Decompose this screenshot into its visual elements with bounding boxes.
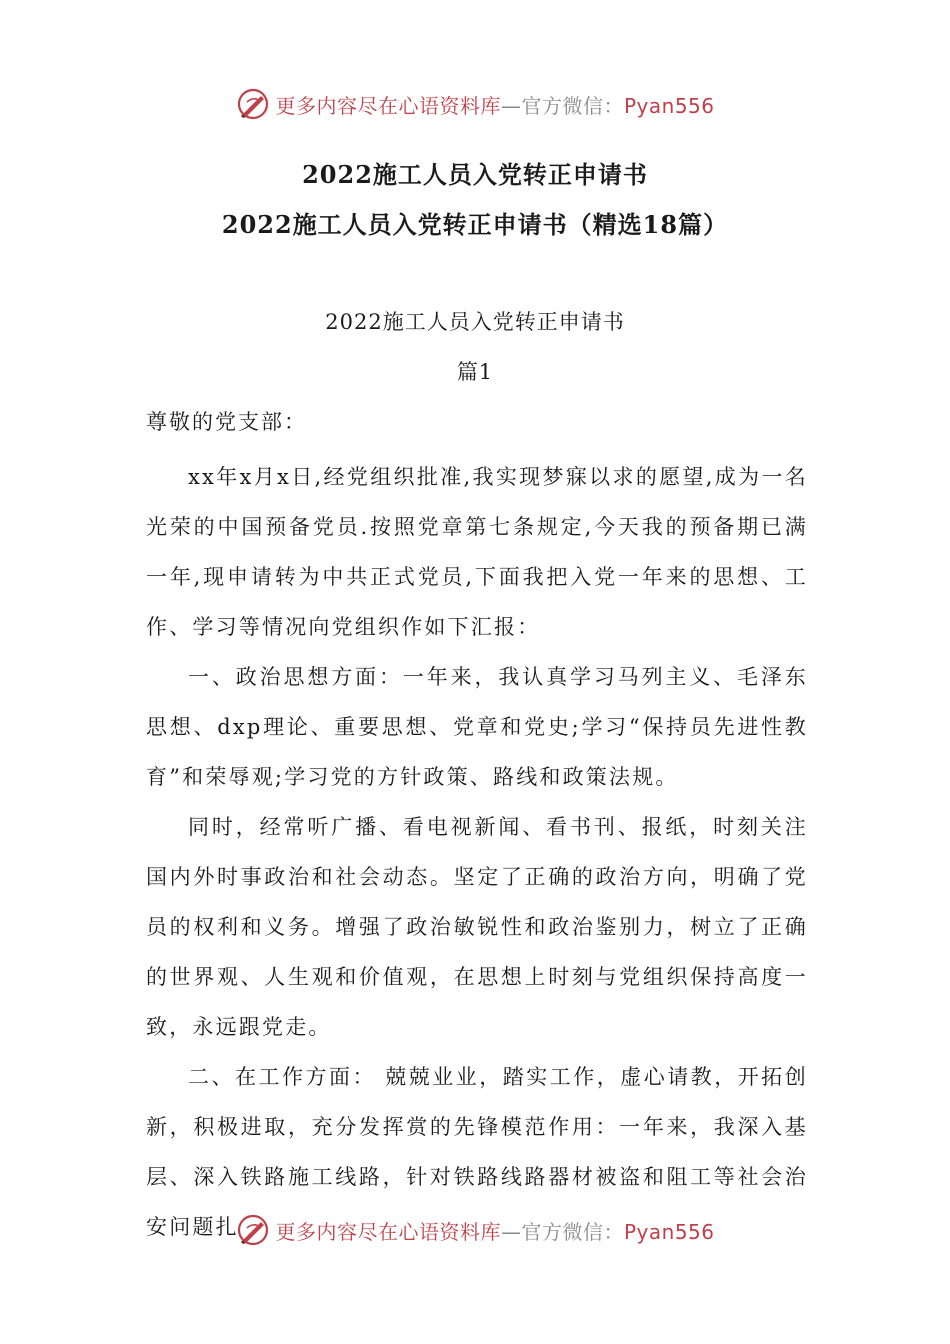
watermark-main: 更多内容尽在心语资料库: [275, 93, 501, 118]
paragraph: 同时，经常听广播、看电视新闻、看书刊、报纸，时刻关注国内外时事政治和社会动态。坚定了正确的政治方向，明确了党员的权利和义务。增强了政治敏锐性和政治鉴别力，树立了正确的世界观、人生观和价值观，在思想上时刻与党组织保持高度一致，永远跟党走。: [146, 815, 808, 1039]
watermark-header: [0, 82, 950, 126]
watermark-id: Pyan556: [623, 93, 715, 118]
document-subtitle: 2022施工人员入党转正申请书（精选18篇）: [221, 210, 729, 239]
section-number: 篇1: [456, 360, 494, 384]
watermark-main: 更多内容尽在心语资料库: [275, 1219, 501, 1244]
watermark-separator: —: [500, 1219, 522, 1244]
pen-logo-icon: [235, 86, 271, 122]
section-title: 2022施工人员入党转正申请书: [325, 310, 625, 334]
document-title: 2022施工人员入党转正申请书: [302, 160, 648, 189]
watermark-text: [275, 90, 714, 119]
document-body: [146, 452, 808, 1252]
watermark-footer: [0, 1208, 950, 1252]
watermark-label: 官方微信：: [521, 1219, 624, 1244]
watermark-label: 官方微信：: [521, 93, 624, 118]
paragraph: 二、在工作方面： 兢兢业业，踏实工作，虚心请教，开拓创新，积极进取，充分发挥赏的先锋模范作用：一年来，我深入基层、深入铁路施工线路，针对铁路线路器材被盗和阻工等社会治安问题扎: [146, 1065, 808, 1239]
paragraph: xx年x月x日,经党组织批准,我实现梦寐以求的愿望,成为一名光荣的中国预备党员.按照党章第七条规定,今天我的预备期已满一年,现申请转为中共正式党员,下面我把入党一年来的思想、工作、学习等情况向党组织作如下汇报：: [146, 465, 808, 639]
pen-logo-icon: [235, 1212, 271, 1248]
paragraph: 一、政治思想方面：一年来，我认真学习马列主义、毛泽东思想、dxp理论、重要思想、党章和党史;学习“保持员先进性教育”和荣辱观;学习党的方针政策、路线和政策法规。: [146, 665, 808, 789]
salutation: 尊敬的党支部：: [146, 410, 307, 434]
watermark-text: [275, 1216, 714, 1245]
watermark-separator: —: [500, 93, 522, 118]
watermark-id: Pyan556: [623, 1219, 715, 1244]
